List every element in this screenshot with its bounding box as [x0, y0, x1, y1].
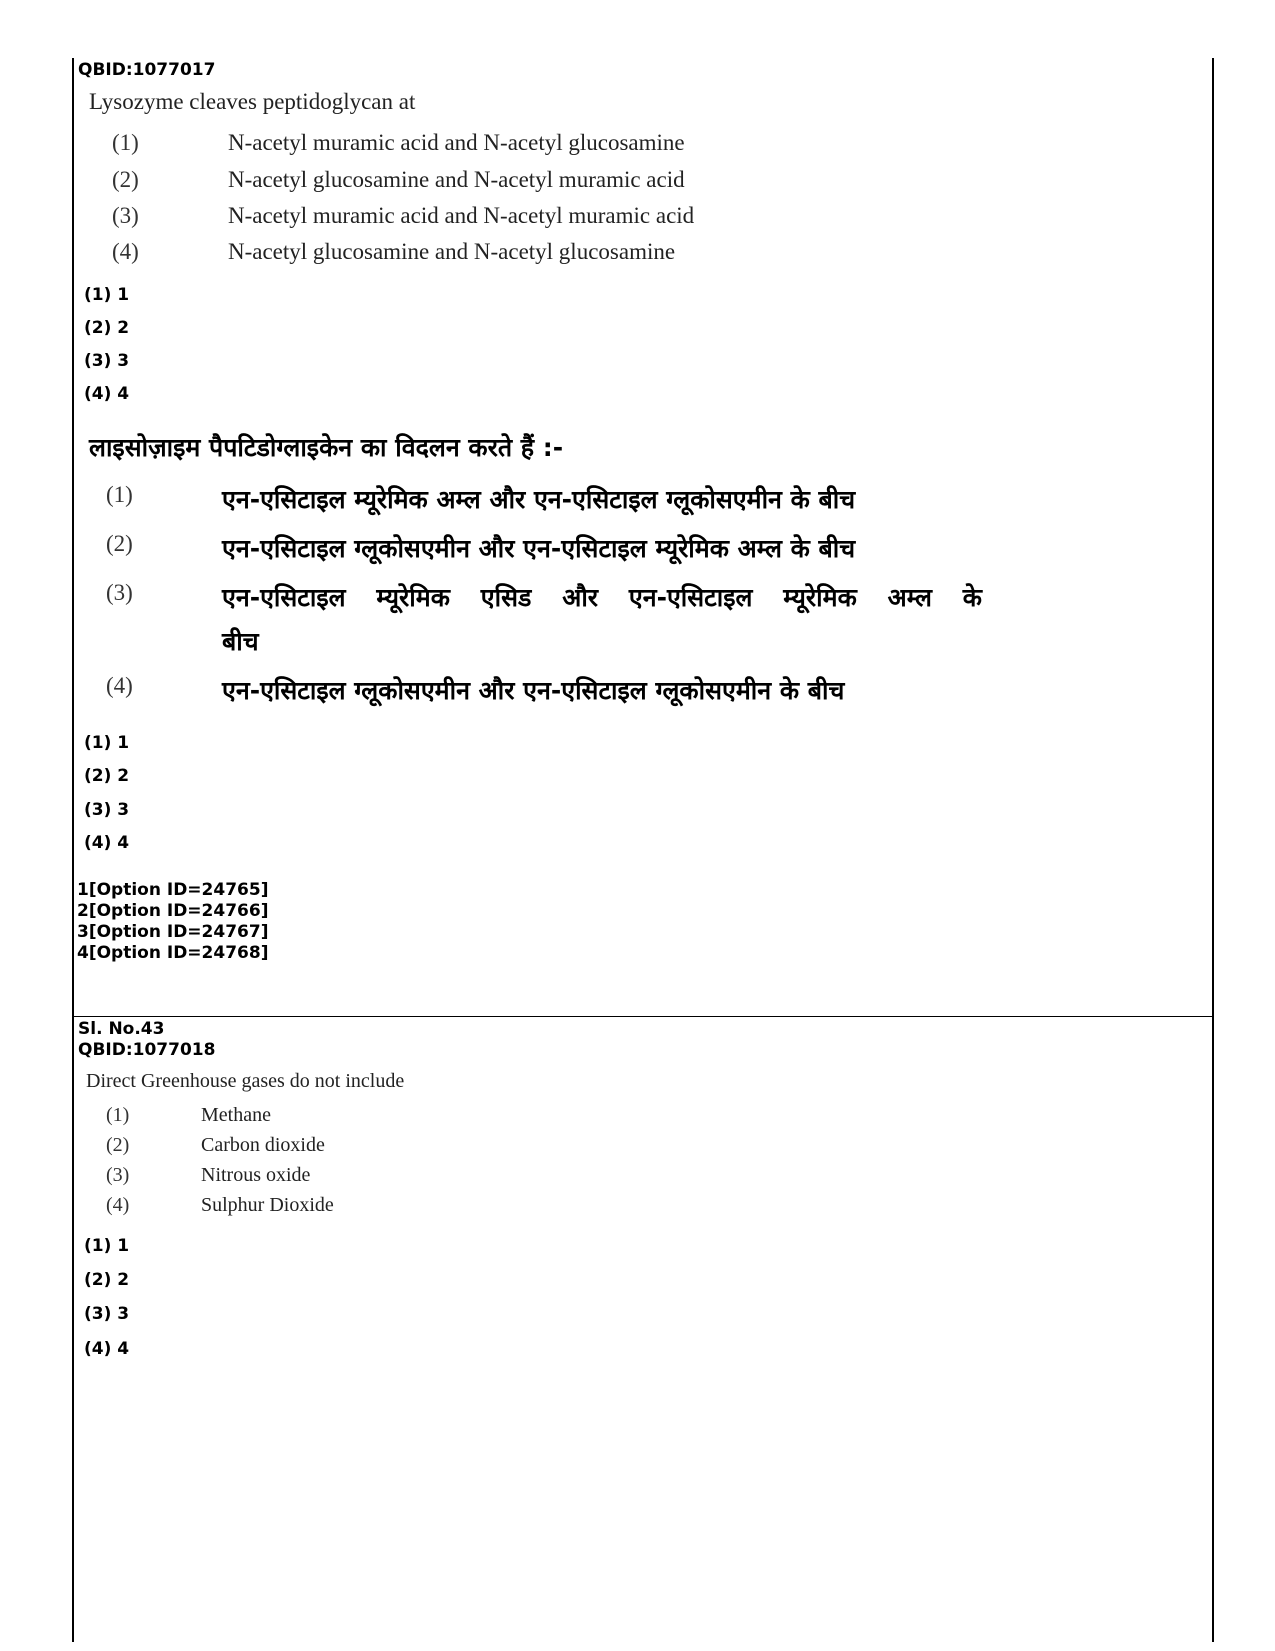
option-id: 2[Option ID=24766] — [77, 901, 269, 921]
option-text: एन-एसिटाइल ग्लूकोसएमीन और एन-एसिटाइल ग्लूकोसएमीन के बीच — [222, 676, 845, 705]
answer-choice: (4) 4 — [84, 384, 130, 404]
serial-number: Sl. No.43 — [78, 1019, 165, 1039]
option-number: (3) — [112, 203, 139, 228]
option-id: 4[Option ID=24768] — [77, 943, 269, 963]
answer-choice: (3) 3 — [84, 351, 130, 371]
question-stem-english: Direct Greenhouse gases do not include — [86, 1070, 405, 1092]
option-text: N-acetyl glucosamine and N-acetyl glucosamine — [228, 239, 676, 264]
answer-choice: (3) 3 — [84, 1304, 130, 1324]
option-number: (3) — [106, 1164, 130, 1186]
question-stem-english: Lysozyme cleaves peptidoglycan at — [89, 89, 416, 114]
answer-choice: (4) 4 — [84, 833, 130, 853]
option-number: (1) — [106, 482, 133, 507]
option-text: Sulphur Dioxide — [201, 1194, 334, 1216]
answer-choice: (1) 1 — [84, 285, 130, 305]
option-number: (1) — [112, 130, 139, 155]
option-number: (2) — [106, 1134, 130, 1156]
qbid-label: QBID:1077017 — [78, 60, 216, 80]
answer-choice: (4) 4 — [84, 1339, 130, 1359]
option-text: एन-एसिटाइल म्यूरेमिक अम्ल और एन-एसिटाइल ग्लूकोसएमीन के बीच — [222, 485, 856, 514]
option-id-list — [77, 880, 268, 964]
answer-choice: (2) 2 — [84, 766, 130, 786]
option-text: एन-एसिटाइल ग्लूकोसएमीन और एन-एसिटाइल म्यूरेमिक अम्ल के बीच — [222, 534, 856, 563]
answer-choice: (3) 3 — [84, 800, 130, 820]
option-number: (4) — [106, 673, 133, 698]
option-number: (4) — [106, 1194, 130, 1216]
qbid-label: QBID:1077018 — [78, 1040, 216, 1060]
option-number: (3) — [106, 580, 133, 605]
page-frame — [72, 58, 1214, 1642]
answer-choice: (2) 2 — [84, 1270, 130, 1290]
option-number: (2) — [112, 167, 139, 192]
answer-choice: (1) 1 — [84, 733, 130, 753]
option-number: (4) — [112, 239, 139, 264]
option-text: Carbon dioxide — [201, 1134, 325, 1156]
answer-choice: (2) 2 — [84, 318, 130, 338]
option-text: N-acetyl muramic acid and N-acetyl muramic acid — [228, 203, 695, 228]
option-text: एन-एसिटाइल म्यूरेमिक एसिड और एन-एसिटाइल म्यूरेमिक अम्ल के — [222, 583, 982, 612]
question-stem-hindi: लाइसोज़ाइम पैपटिडोग्लाइकेन का विदलन करते हैं :- — [89, 433, 564, 462]
question-divider — [72, 1016, 1212, 1017]
option-text: N-acetyl muramic acid and N-acetyl glucosamine — [228, 130, 685, 155]
option-text: N-acetyl glucosamine and N-acetyl muramic acid — [228, 167, 685, 192]
option-number: (2) — [106, 531, 133, 556]
option-text: Methane — [201, 1104, 271, 1126]
option-number: (1) — [106, 1104, 130, 1126]
option-id: 1[Option ID=24765] — [77, 880, 269, 900]
option-text-continued: बीच — [222, 627, 259, 656]
answer-choice: (1) 1 — [84, 1236, 130, 1256]
option-id: 3[Option ID=24767] — [77, 922, 269, 942]
option-text: Nitrous oxide — [201, 1164, 311, 1186]
